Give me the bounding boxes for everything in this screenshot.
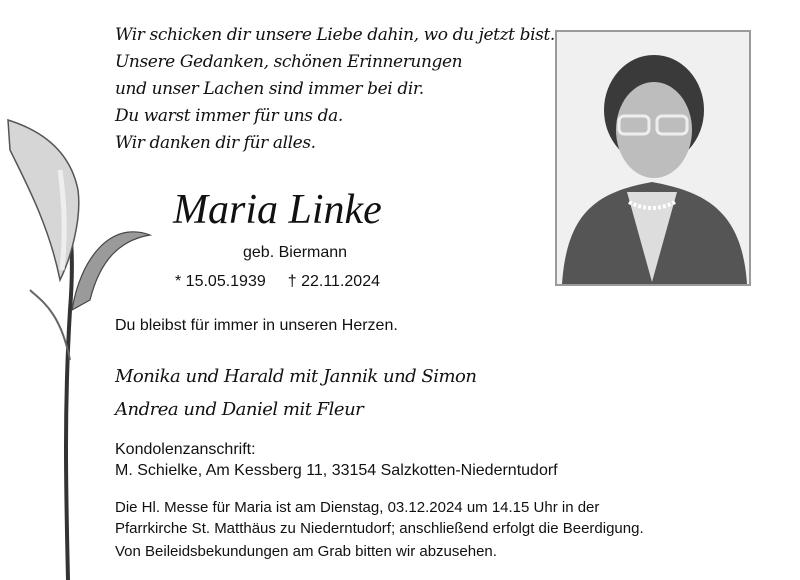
- poem-line: Unsere Gedanken, schönen Erinnerungen: [115, 52, 463, 72]
- condolence-address-text: M. Schielke, Am Kessberg 11, 33154 Salzkotten-Niederntudorf: [115, 462, 558, 479]
- mass-info: [115, 497, 644, 539]
- mourners: [115, 360, 477, 426]
- mass-line: Die Hl. Messe für Maria ist am Dienstag, 03.12.2024 um 14.15 Uhr in der: [115, 499, 600, 516]
- poem: [115, 22, 555, 157]
- condolence-label: Kondolenzanschrift:: [115, 441, 256, 458]
- poem-line: Wir danken dir für alles.: [115, 133, 316, 153]
- life-dates: [175, 273, 402, 291]
- condolence-note: Von Beileidsbekundungen am Grab bitten wir abzusehen.: [115, 543, 497, 560]
- death-date: † 22.11.2024: [287, 273, 380, 290]
- condolence-address: [115, 439, 558, 481]
- poem-line: Wir schicken dir unsere Liebe dahin, wo du jetzt bist.: [115, 25, 555, 45]
- motto: Du bleibst für immer in unseren Herzen.: [115, 317, 398, 334]
- birth-date: * 15.05.1939: [175, 273, 266, 290]
- mourner-line: Monika und Harald mit Jannik und Simon: [115, 366, 477, 387]
- birth-name: geb. Biermann: [243, 244, 348, 261]
- poem-line: und unser Lachen sind immer bei dir.: [115, 79, 424, 99]
- portrait-image: [557, 32, 749, 284]
- mourner-line: Andrea und Daniel mit Fleur: [115, 399, 364, 420]
- mass-line: Pfarrkirche St. Matthäus zu Niederntudorf; anschließend erfolgt die Beerdigung.: [115, 520, 644, 537]
- poem-line: Du warst immer für uns da.: [115, 106, 343, 126]
- deceased-name: Maria Linke: [173, 187, 382, 233]
- portrait-photo: [555, 30, 751, 286]
